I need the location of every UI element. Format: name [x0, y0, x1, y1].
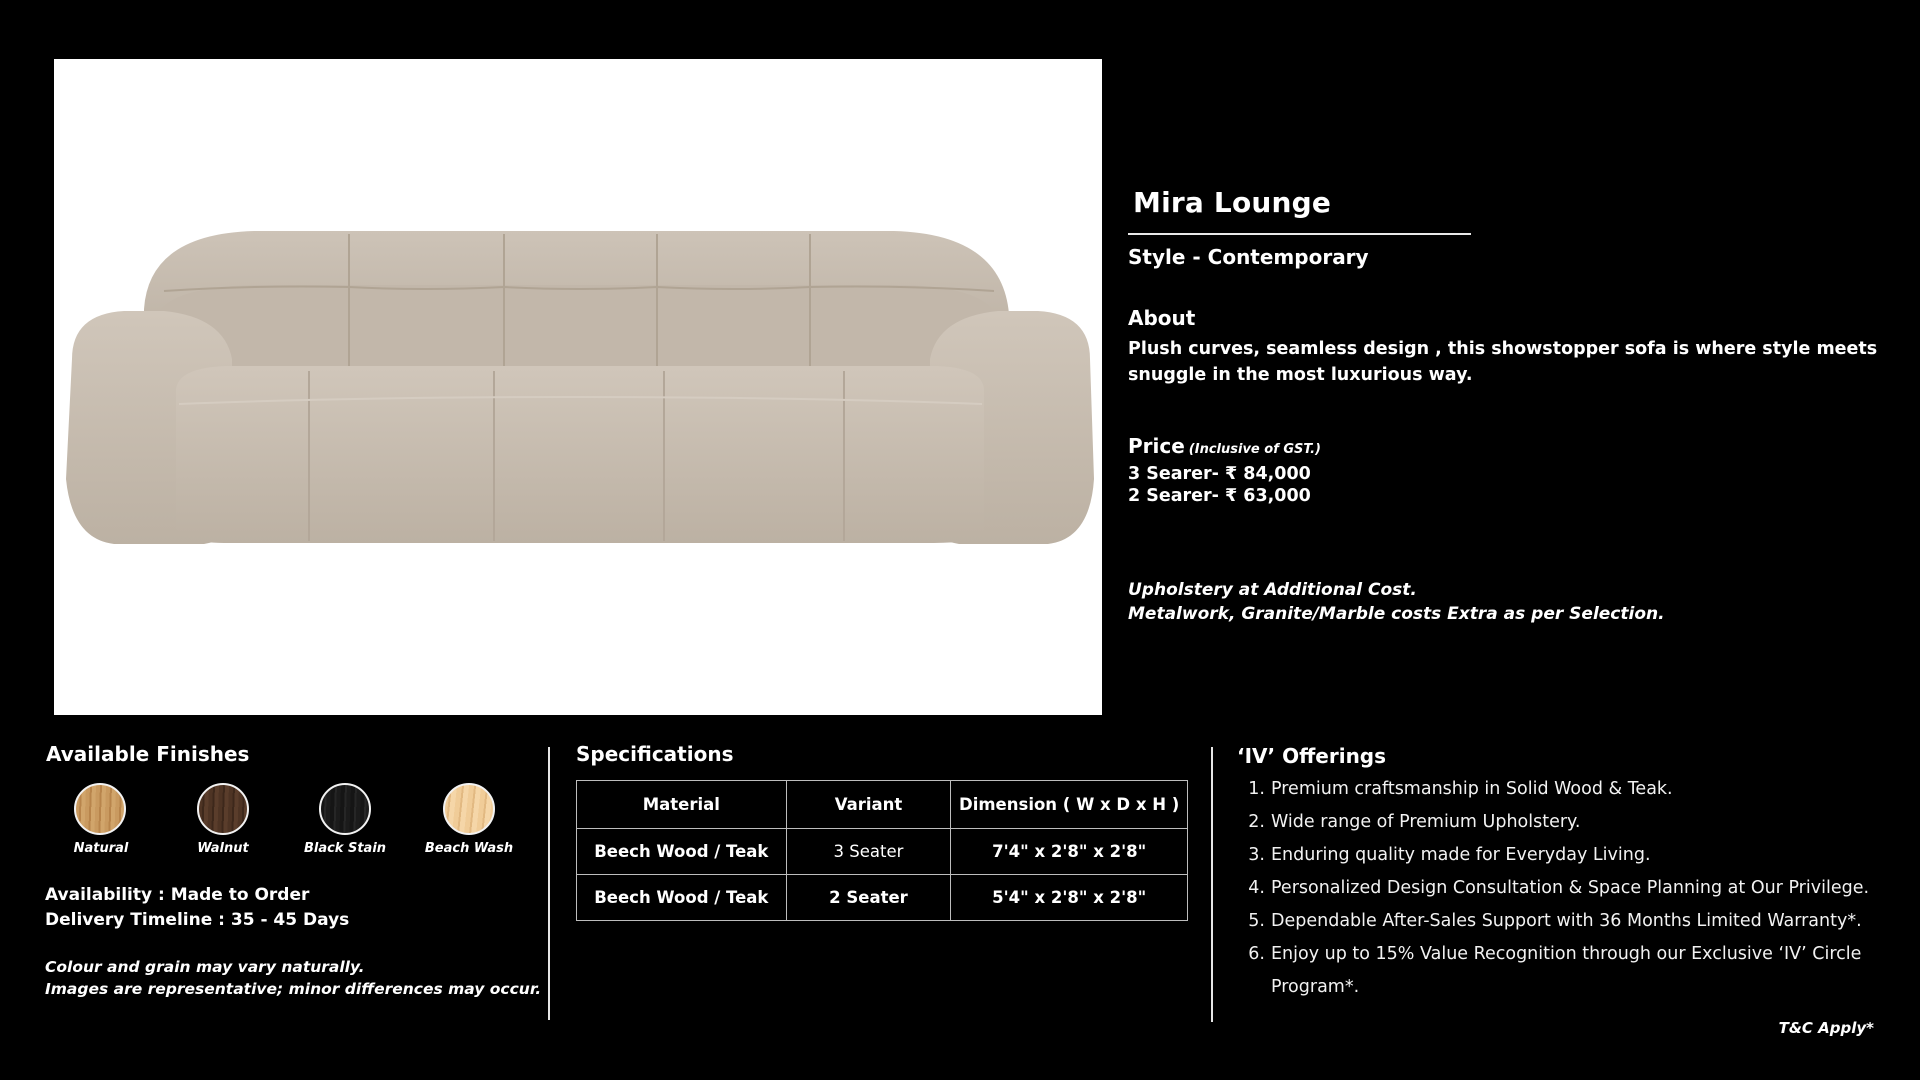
list-item — [1247, 944, 1887, 1004]
terms-apply: T&C Apply* — [1778, 1019, 1874, 1037]
title-divider — [1128, 233, 1471, 235]
price-heading-label: Price — [1128, 434, 1185, 458]
price-heading — [1128, 434, 1321, 458]
item-text: Premium craftsmanship in Solid Wood & Teak. — [1271, 779, 1673, 799]
section-divider — [548, 747, 550, 1020]
price-tax-note: (Inclusive of GST.) — [1188, 442, 1321, 457]
item-text: Enjoy up to 15% Value Recognition through our Exclusive ‘IV’ Circle — [1271, 944, 1862, 964]
variant-cell: 2 Seater — [786, 875, 951, 921]
variant-cell: 3 Seater — [786, 829, 951, 875]
item-number: 4. — [1248, 878, 1265, 898]
about-text: Plush curves, seamless design , this showstopper sofa is where style meets snuggle in the most luxurious way. — [1128, 339, 1878, 385]
item-text-continued: Program*. — [1271, 977, 1360, 997]
finish-label: Walnut — [197, 841, 249, 856]
specifications-heading: Specifications — [576, 742, 734, 766]
black-stain-swatch — [319, 783, 371, 835]
product-image — [54, 59, 1102, 715]
offerings-heading: ‘IV’ Offerings — [1237, 744, 1387, 768]
table-row — [577, 875, 1188, 921]
finish-label: Black Stain — [303, 841, 387, 856]
material-cell: Beech Wood / Teak — [577, 875, 787, 921]
availability-status: Availability : Made to Order — [45, 885, 310, 905]
item-text: Enduring quality made for Everyday Living. — [1271, 845, 1651, 865]
column-header-variant: Variant — [786, 781, 951, 829]
colour-note: Colour and grain may vary naturally. — [45, 958, 365, 976]
table-header-row — [577, 781, 1188, 829]
finish-beach-wash[interactable] — [443, 783, 495, 835]
product-title: Mira Lounge — [1133, 186, 1332, 219]
dimension-cell: 5'4" x 2'8" x 2'8" — [951, 875, 1188, 921]
item-number: 6. — [1248, 944, 1265, 964]
beach-wash-swatch — [443, 783, 495, 835]
list-item — [1247, 779, 1887, 803]
item-text: Personalized Design Consultation & Space Planning at Our Privilege. — [1271, 878, 1870, 898]
table-row — [577, 829, 1188, 875]
finish-black-stain[interactable] — [319, 783, 371, 835]
finish-walnut[interactable] — [197, 783, 249, 835]
column-header-dimension: Dimension ( W x D x H ) — [951, 781, 1188, 829]
delivery-timeline: Delivery Timeline : 35 - 45 Days — [45, 910, 350, 930]
list-item — [1247, 911, 1887, 935]
item-number: 2. — [1248, 812, 1265, 832]
specifications-table — [576, 780, 1188, 921]
item-text: Wide range of Premium Upholstery. — [1271, 812, 1581, 832]
price-3-seater: 3 Searer- ₹ 84,000 — [1128, 464, 1311, 484]
list-item — [1247, 812, 1887, 836]
finish-label: Beach Wash — [424, 841, 514, 856]
dimension-cell: 7'4" x 2'8" x 2'8" — [951, 829, 1188, 875]
item-number: 1. — [1248, 779, 1265, 799]
material-cell: Beech Wood / Teak — [577, 829, 787, 875]
item-text: Dependable After-Sales Support with 36 Months Limited Warranty*. — [1271, 911, 1862, 931]
list-item — [1247, 845, 1887, 869]
price-2-seater: 2 Searer- ₹ 63,000 — [1128, 486, 1311, 506]
walnut-swatch — [197, 783, 249, 835]
section-divider — [1211, 747, 1213, 1022]
finish-natural[interactable] — [74, 783, 126, 835]
upholstery-note: Upholstery at Additional Cost. — [1128, 580, 1417, 600]
finish-label: Natural — [73, 841, 129, 856]
metalwork-note: Metalwork, Granite/Marble costs Extra as per Selection. — [1128, 604, 1665, 624]
column-header-material: Material — [577, 781, 787, 829]
about-heading: About — [1128, 306, 1196, 330]
list-item — [1247, 878, 1887, 902]
natural-swatch — [74, 783, 126, 835]
image-note: Images are representative; minor differences may occur. — [45, 980, 542, 998]
finishes-heading: Available Finishes — [46, 742, 250, 766]
item-number: 5. — [1248, 911, 1265, 931]
item-number: 3. — [1248, 845, 1265, 865]
product-style: Style - Contemporary — [1128, 245, 1369, 269]
sofa-illustration — [54, 59, 1102, 715]
offerings-list — [1247, 779, 1887, 1019]
